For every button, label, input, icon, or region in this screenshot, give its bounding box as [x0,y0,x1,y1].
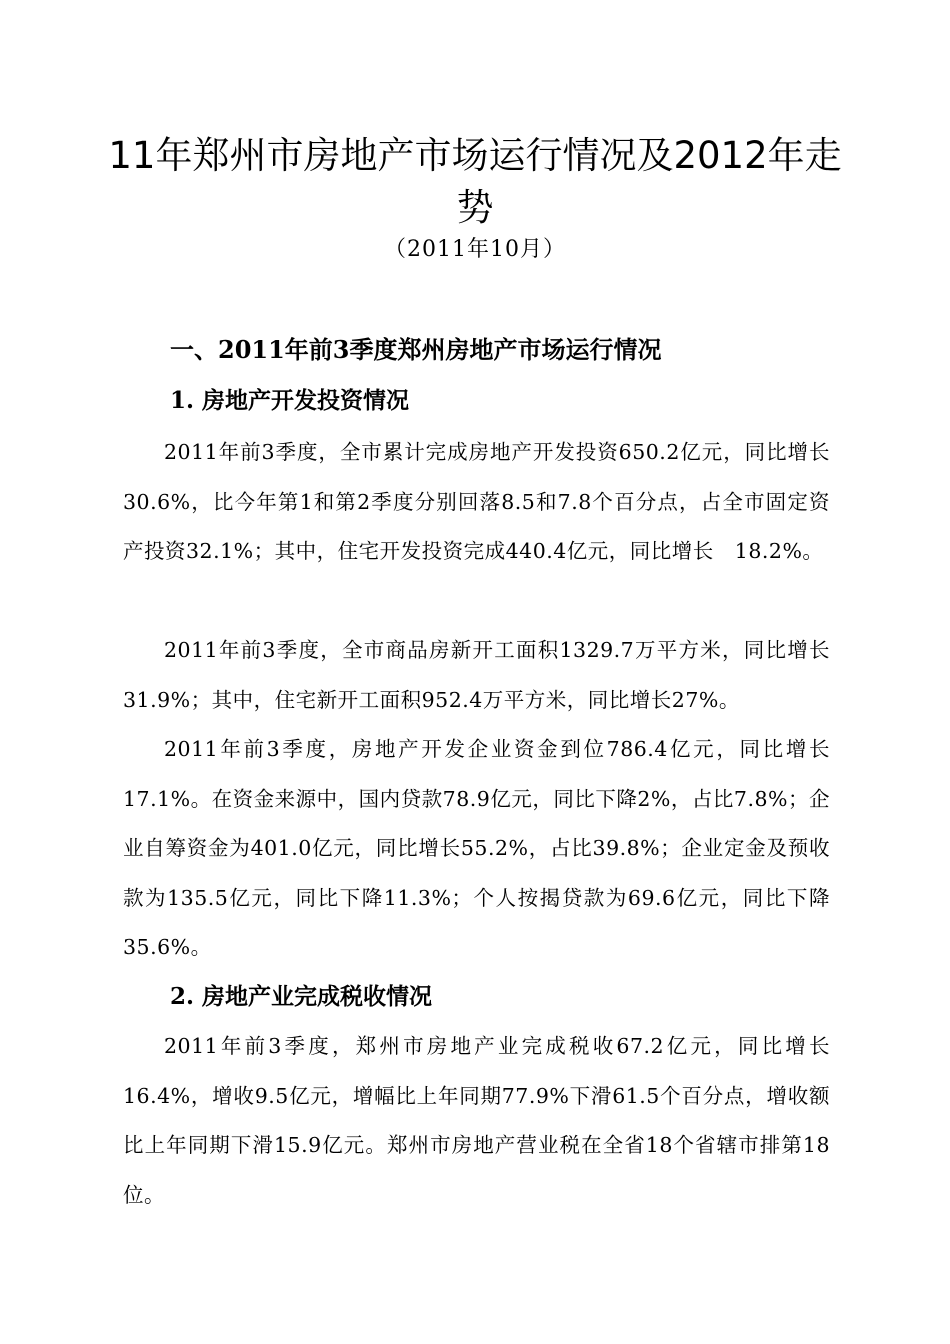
section-heading: 一、2011年前3季度郑州房地产市场运行情况 [170,335,662,364]
document-date: （2011年10月） [384,237,566,262]
subsection-heading-investment: 1. 房地产开发投资情况 [170,387,410,414]
paragraph-tax: 2011年前3季度，郑州市房地产业完成税收67.2亿元，同比增长16.4%，增收9.5亿元，增幅比上年同期77.9%下滑61.5个百分点，增收额比上年同期下滑15.9亿元。郑州市房地产营业税在全省18个省辖市排第18位。 [123,1034,830,1207]
paragraph-funding: 2011年前3季度，房地产开发企业资金到位786.4亿元，同比增长17.1%。在资金来源中，国内贷款78.9亿元，同比下降2%，占比7.8%；企业自筹资金为401.0亿元，同比增长55.2%，占比39.8%；企业定金及预收款为135.5亿元，同比下降11.3%；个人按揭贷款为69.6亿元，同比下降35.6%。 [123,737,830,959]
paragraph-new-construction: 2011年前3季度，全市商品房新开工面积1329.7万平方米，同比增长31.9%；其中，住宅新开工面积952.4万平方米，同比增长27%。 [123,638,830,712]
document-title: 11年郑州市房地产市场运行情况及2012年走势 [108,134,842,229]
subsection-heading-tax: 2. 房地产业完成税收情况 [170,983,433,1010]
paragraph-investment: 2011年前3季度，全市累计完成房地产开发投资650.2亿元，同比增长30.6%，比今年第1和第2季度分别回落8.5和7.8个百分点，占全市固定资产投资32.1%；其中，住宅开发投资完成440.4亿元，同比增长 18.2%。 [123,440,830,563]
